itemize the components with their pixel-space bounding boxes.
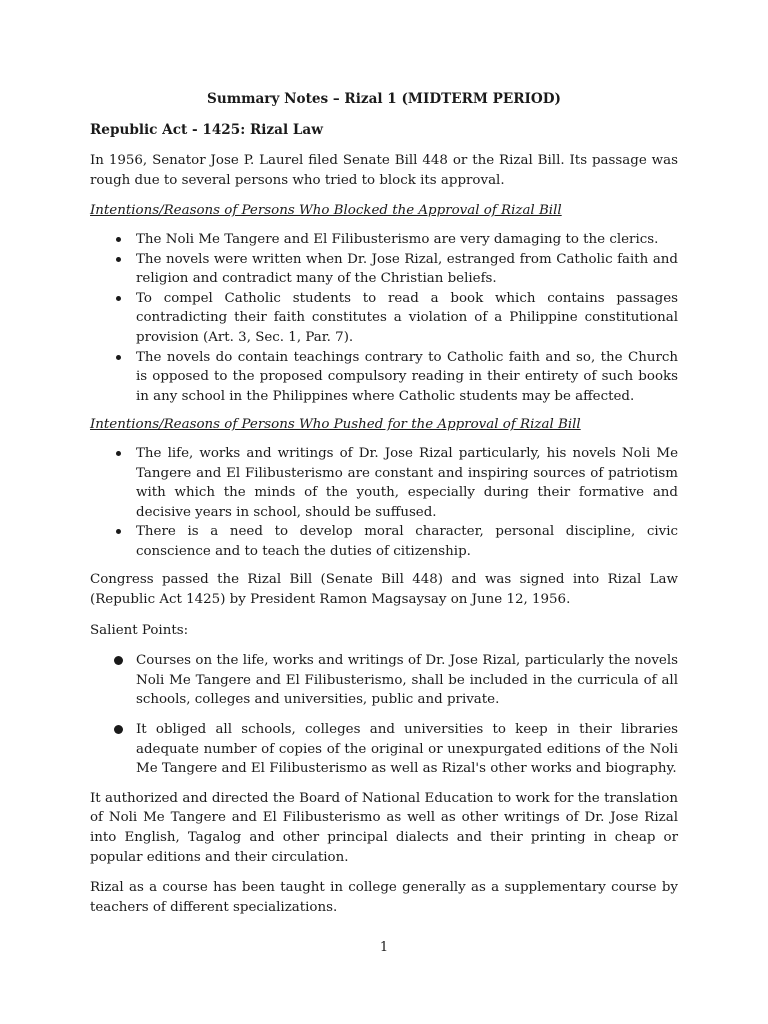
page-number: 1 — [379, 940, 389, 955]
section-heading: Republic Act - 1425: Rizal Law — [90, 121, 323, 138]
salient-list — [90, 651, 678, 779]
blocked-subheading: Intentions/Reasons of Persons Who Blocked the Approval of Rizal Bill — [90, 203, 562, 219]
blocked-list — [90, 230, 678, 406]
list-item: It obliged all schools, colleges and universities to keep in their libraries adequate number of copies of the original or unexpurgated editions of the Noli Me Tangere and El Filibusterismo as well as Rizal's other works and biography. — [90, 720, 678, 779]
list-item: Courses on the life, works and writings of Dr. Jose Rizal, particularly the novels Noli Me Tangere and El Filibusterismo, shall be included in the curricula of all schools, colleges and universities, public and private. — [90, 651, 678, 710]
authorized-paragraph: It authorized and directed the Board of National Education to work for the translation of Noli Me Tangere and El Filibusterismo as well as other writings of Dr. Jose Rizal into English, Tagalog and other principal dialects and their printing in cheap or popular editions and their circulation. — [90, 790, 678, 865]
list-item: The Noli Me Tangere and El Filibusterismo are very damaging to the clerics. — [90, 230, 678, 250]
intro-paragraph: In 1956, Senator Jose P. Laurel filed Senate Bill 448 or the Rizal Bill. Its passage was rough due to several persons who tried to block its approval. — [90, 153, 678, 188]
list-item: The novels do contain teachings contrary to Catholic faith and so, the Church is opposed to the proposed compulsory reading in their entirety of such books in any school in the Philippines where Catholic students may be affected. — [90, 348, 678, 407]
list-item: The novels were written when Dr. Jose Rizal, estranged from Catholic faith and religion and contradict many of the Christian beliefs. — [90, 250, 678, 289]
list-item: There is a need to develop moral character, personal discipline, civic conscience and to teach the duties of citizenship. — [90, 522, 678, 561]
course-paragraph: Rizal as a course has been taught in college generally as a supplementary course by teachers of different specializations. — [90, 880, 678, 915]
congress-paragraph: Congress passed the Rizal Bill (Senate Bill 448) and was signed into Rizal Law (Republic Act 1425) by President Ramon Magsaysay on June 12, 1956. — [90, 572, 678, 608]
document-title: Summary Notes – Rizal 1 (MIDTERM PERIOD) — [207, 91, 561, 107]
list-item: The life, works and writings of Dr. Jose Rizal particularly, his novels Noli Me Tangere and El Filibusterismo are constant and inspiring sources of patriotism with which the minds of the youth, especially during their formative and decisive years in school, should be suffused. — [90, 444, 678, 522]
salient-label: Salient Points: — [90, 622, 189, 638]
document-page — [90, 90, 678, 928]
pushed-subheading: Intentions/Reasons of Persons Who Pushed for the Approval of Rizal Bill — [90, 417, 581, 433]
pushed-list — [90, 444, 678, 562]
list-item: To compel Catholic students to read a book which contains passages contradicting their faith constitutes a violation of a Philippine constitutional provision (Art. 3, Sec. 1, Par. 7). — [90, 289, 678, 348]
